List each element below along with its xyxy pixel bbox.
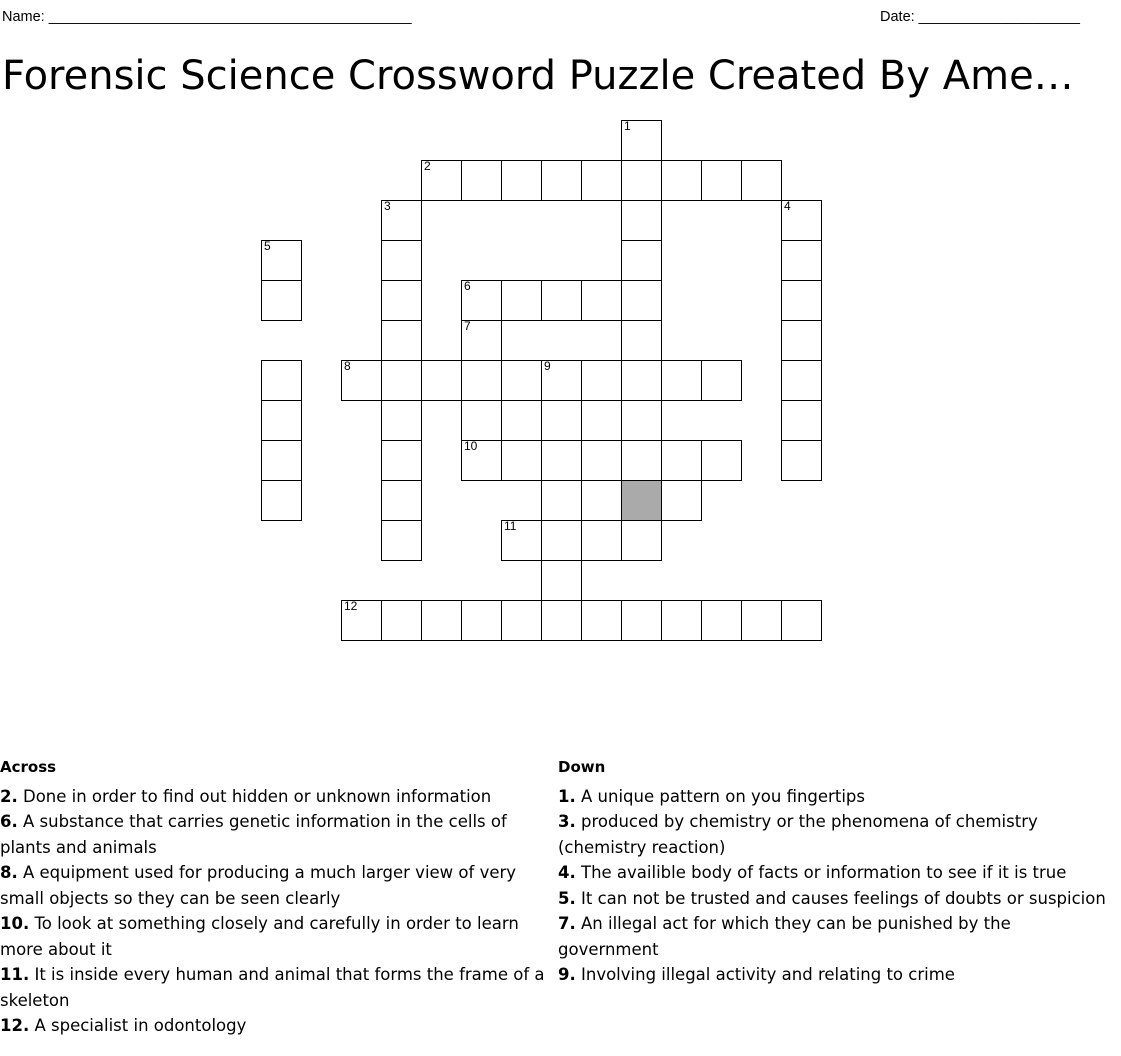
clue-item — [0, 911, 556, 962]
clue-text: To look at something closely and carefully in order to learn more about it — [0, 914, 519, 959]
grid-cell-number: 3 — [384, 199, 391, 213]
clue-text: produced by chemistry or the phenomena of chemistry (chemistry reaction) — [558, 812, 1038, 857]
clue-text: A substance that carries genetic information in the cells of plants and animals — [0, 812, 507, 857]
grid-cell[interactable] — [461, 440, 502, 481]
grid-cell[interactable] — [541, 480, 582, 521]
grid-cell-number: 4 — [784, 199, 791, 213]
grid-cell-number: 9 — [544, 359, 551, 373]
clues-across — [0, 755, 556, 1039]
clue-number: 3. — [558, 812, 576, 831]
clue-item — [558, 911, 1114, 962]
clue-text: A unique pattern on you fingertips — [575, 786, 865, 806]
grid-cell[interactable] — [581, 280, 622, 321]
grid-cell[interactable] — [501, 440, 542, 481]
worksheet-header — [0, 6, 1121, 32]
clue-text: The availible body of facts or information to see if it is true — [575, 863, 1067, 882]
grid-cell[interactable] — [661, 440, 702, 481]
clue-number: 8. — [0, 863, 18, 882]
grid-cell[interactable] — [621, 240, 662, 281]
grid-cell[interactable] — [541, 560, 582, 601]
grid-cell[interactable] — [621, 440, 662, 481]
grid-cell[interactable] — [461, 600, 502, 641]
grid-cell-number: 6 — [464, 279, 471, 293]
clue-text: Involving illegal activity and relating to crime — [575, 965, 955, 984]
clues-section — [0, 755, 1121, 1055]
grid-cell[interactable] — [541, 360, 582, 401]
grid-cell[interactable] — [781, 360, 822, 401]
grid-cell[interactable] — [781, 320, 822, 361]
clue-item — [0, 962, 556, 1013]
page-title: Forensic Science Crossword Puzzle Created By Ame… — [2, 53, 1074, 99]
grid-cell[interactable] — [701, 360, 742, 401]
clue-item — [0, 1013, 556, 1039]
grid-cell[interactable] — [381, 520, 422, 561]
grid-cell[interactable] — [661, 160, 702, 201]
grid-cell[interactable] — [501, 520, 542, 561]
grid-cell[interactable] — [581, 600, 622, 641]
grid-cell[interactable] — [581, 160, 622, 201]
grid-cell[interactable] — [381, 320, 422, 361]
grid-cell[interactable] — [381, 240, 422, 281]
grid-cell[interactable] — [541, 280, 582, 321]
grid-cell[interactable] — [541, 160, 582, 201]
grid-cell[interactable] — [781, 200, 822, 241]
grid-cell[interactable] — [621, 280, 662, 321]
grid-cell[interactable] — [661, 360, 702, 401]
grid-cell[interactable] — [261, 400, 302, 441]
clue-text: A specialist in odontology — [29, 1016, 247, 1035]
grid-cell[interactable] — [621, 360, 662, 401]
grid-cell[interactable] — [381, 480, 422, 521]
grid-cell[interactable] — [381, 400, 422, 441]
grid-cell-number: 10 — [464, 439, 478, 453]
grid-cell[interactable] — [461, 400, 502, 441]
clue-item — [0, 809, 556, 860]
grid-cell[interactable] — [581, 440, 622, 481]
grid-cell[interactable] — [501, 600, 542, 641]
clue-text: An illegal act for which they can be punished by the government — [558, 914, 1011, 959]
clue-number: 10. — [0, 914, 30, 933]
grid-cell[interactable] — [621, 200, 662, 241]
clue-item — [0, 784, 556, 810]
grid-cell[interactable] — [501, 160, 542, 201]
grid-cell[interactable] — [461, 360, 502, 401]
grid-cell[interactable] — [461, 320, 502, 361]
grid-cell[interactable] — [701, 600, 742, 641]
clue-number: 4. — [558, 863, 576, 882]
grid-cell[interactable] — [381, 200, 422, 241]
clue-item — [558, 784, 1114, 810]
grid-cell[interactable] — [261, 480, 302, 521]
grid-cell[interactable] — [741, 600, 782, 641]
grid-cell[interactable] — [701, 440, 742, 481]
grid-cell[interactable] — [381, 360, 422, 401]
grid-cell[interactable] — [461, 160, 502, 201]
grid-cell[interactable] — [501, 280, 542, 321]
clues-down-list — [558, 784, 1114, 988]
grid-cell[interactable] — [421, 600, 462, 641]
grid-cell[interactable] — [781, 280, 822, 321]
grid-cell[interactable] — [421, 160, 462, 201]
clue-text: It can not be trusted and causes feelings of doubts or suspicion — [575, 888, 1106, 908]
clue-item — [558, 860, 1114, 886]
grid-cell[interactable] — [661, 480, 702, 521]
clue-item — [558, 886, 1114, 912]
clues-across-list — [0, 784, 556, 1039]
crossword-grid — [0, 115, 1121, 715]
clue-number: 9. — [558, 965, 576, 984]
grid-cell[interactable] — [781, 240, 822, 281]
grid-cell[interactable] — [421, 360, 462, 401]
grid-cell[interactable] — [661, 600, 702, 641]
grid-cell[interactable] — [621, 520, 662, 561]
grid-cell-number: 7 — [464, 319, 471, 333]
grid-cell[interactable] — [781, 440, 822, 481]
grid-cell[interactable] — [501, 360, 542, 401]
grid-cell[interactable] — [261, 360, 302, 401]
grid-cell[interactable] — [541, 520, 582, 561]
clue-text: A equipment used for producing a much larger view of very small objects so they can be seen clearly — [0, 863, 517, 908]
grid-cell[interactable] — [541, 440, 582, 481]
grid-cell[interactable] — [781, 400, 822, 441]
clue-number: 1. — [558, 786, 576, 806]
grid-cell[interactable] — [541, 600, 582, 641]
grid-cell[interactable] — [461, 280, 502, 321]
grid-cell[interactable] — [621, 320, 662, 361]
grid-cell[interactable] — [341, 600, 382, 641]
clue-number: 5. — [558, 888, 576, 908]
grid-cell[interactable] — [581, 520, 622, 561]
grid-cell[interactable] — [581, 360, 622, 401]
grid-cell-number: 8 — [344, 359, 351, 373]
grid-cell-number: 12 — [344, 599, 358, 613]
clue-text: Done in order to find out hidden or unknown information — [17, 786, 492, 806]
grid-cell-number: 11 — [504, 519, 517, 533]
date-field-label: Date: ____________________ — [880, 9, 1080, 25]
grid-cell-number: 2 — [424, 159, 431, 173]
grid-cell[interactable] — [261, 240, 302, 281]
grid-cell[interactable] — [701, 160, 742, 201]
grid-cell[interactable] — [261, 440, 302, 481]
clue-item — [558, 809, 1114, 860]
clues-across-heading: Across — [0, 758, 57, 776]
grid-cell[interactable] — [621, 480, 662, 521]
grid-cell[interactable] — [621, 400, 662, 441]
clues-down — [558, 755, 1114, 988]
grid-cell[interactable] — [741, 160, 782, 201]
clue-number: 2. — [0, 786, 18, 806]
name-field-label: Name: _____________________________________________ — [2, 9, 412, 25]
grid-cell[interactable] — [381, 280, 422, 321]
grid-cell-number: 1 — [624, 119, 631, 133]
clue-item — [0, 860, 556, 911]
clue-number: 12. — [0, 1016, 30, 1035]
clue-item — [558, 962, 1114, 988]
clue-number: 11. — [0, 965, 30, 984]
clue-number: 7. — [558, 914, 576, 933]
grid-cell[interactable] — [781, 600, 822, 641]
grid-cell[interactable] — [381, 600, 422, 641]
grid-cell[interactable] — [621, 120, 662, 161]
grid-cell-number: 5 — [264, 239, 271, 253]
clue-text: It is inside every human and animal that forms the frame of a skeleton — [0, 965, 545, 1010]
grid-cell[interactable] — [621, 160, 662, 201]
clue-number: 6. — [0, 812, 18, 831]
clues-down-heading: Down — [558, 758, 606, 776]
grid-cell[interactable] — [621, 600, 662, 641]
grid-cell[interactable] — [261, 280, 302, 321]
grid-cell[interactable] — [341, 360, 382, 401]
grid-cell[interactable] — [541, 400, 582, 441]
grid-cell[interactable] — [381, 440, 422, 481]
